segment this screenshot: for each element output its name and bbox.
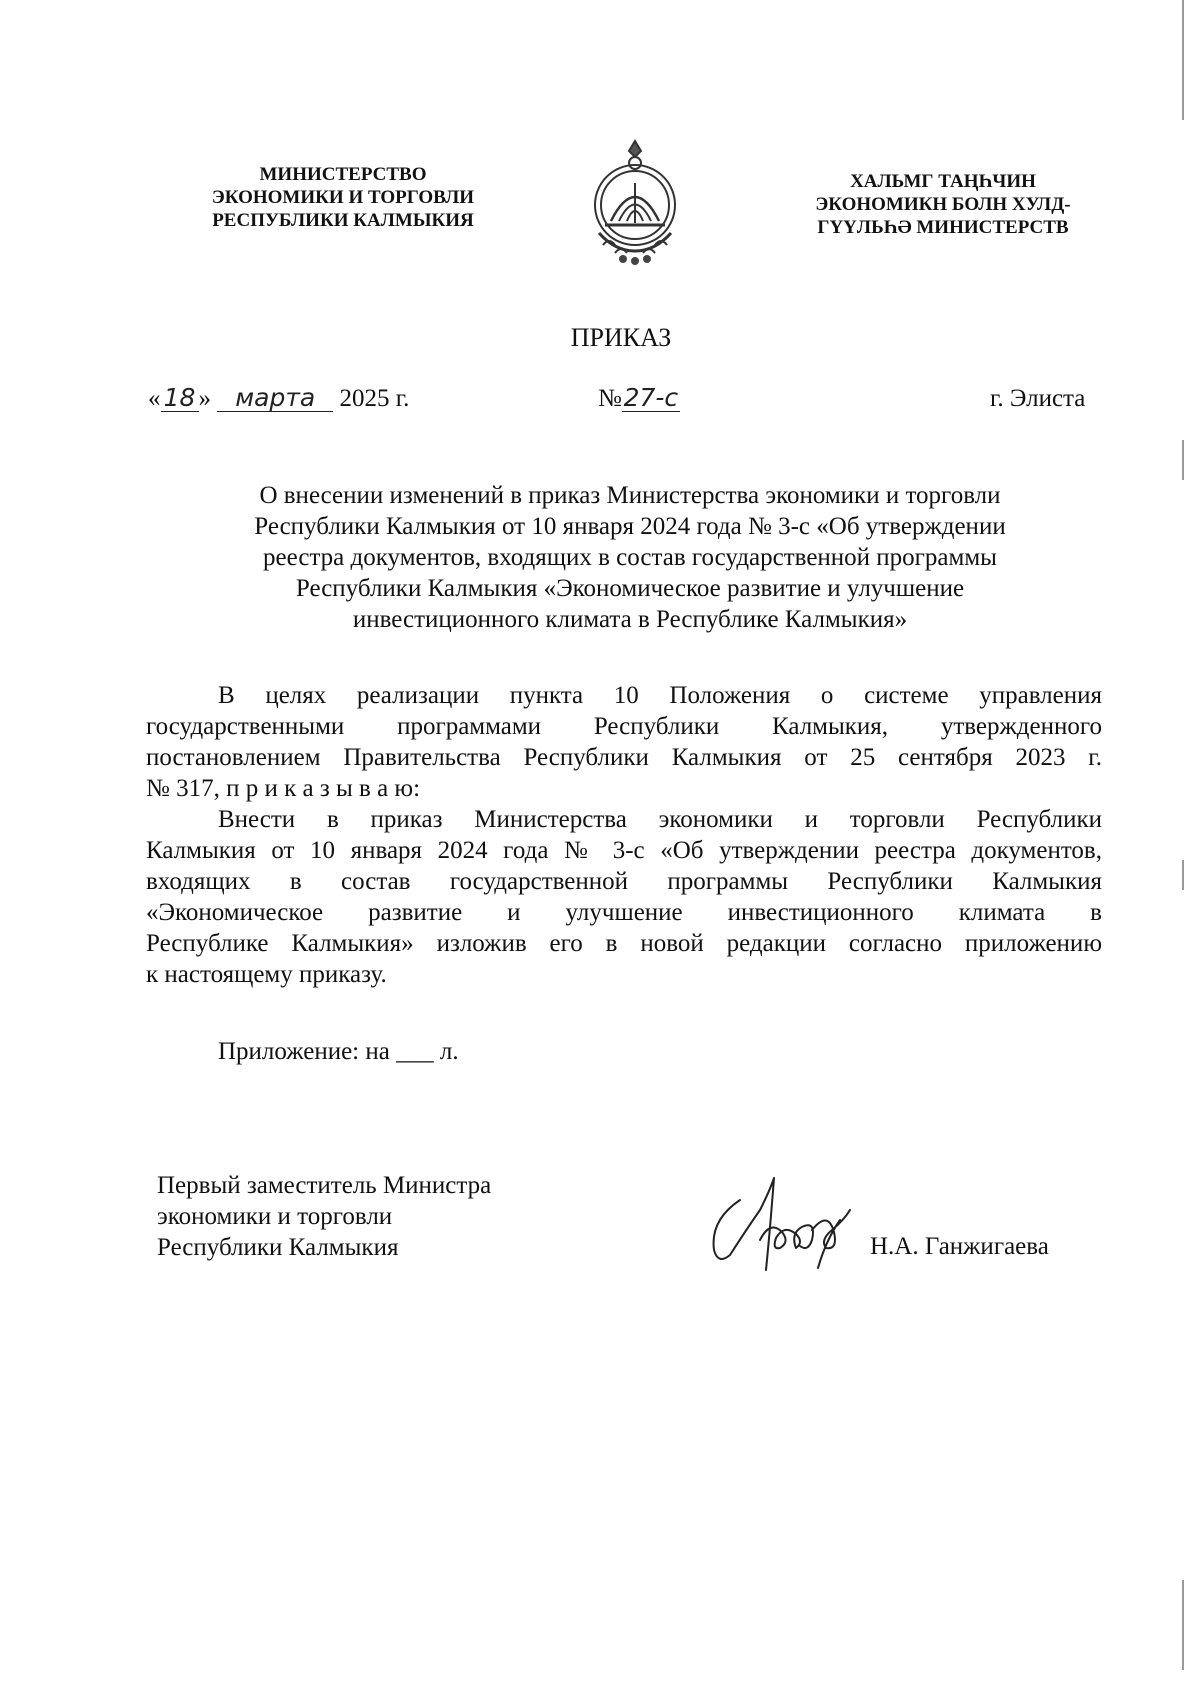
preamble-paragraph: В целях реализации пункта 10 Положения о системе управления государственными программами Республики Калмыкия, утвержденного постановлением Правительства Республики Калмыкия от 25 сентября 2023 г. № 317, п р и к а з ы в а ю:	[146, 682, 1102, 802]
document-date: « 18 » марта 2025 г.	[148, 383, 410, 412]
scan-artifact	[1182, 440, 1184, 480]
signatory-title: Первый заместитель Министра экономики и торговли Республики Калмыкия	[157, 1172, 492, 1261]
ministry-name-kalmyk: ХАЛЬМГ ТАҢҺЧИН ЭКОНОМИКН БОЛН ХУЛД- ГҮҮЛЬҺӘ МИНИСТЕРСТВ	[815, 171, 1071, 238]
document-number: №27-с	[598, 383, 679, 412]
kalmykia-emblem-icon	[585, 133, 685, 273]
order-paragraph: Внести в приказ Министерства экономики и торговли Республики Калмыкия от 10 января 2024 года № 3-с «Об утверждении реестра документов, входящих в состав государственной программы Республики Калмыкия «Экономическое развитие и улучшение инвестиционного климата в Республике Калмыкия» изложив его в новой редакции согласно приложению к настоящему приказу.	[146, 806, 1102, 988]
date-day: 18	[161, 385, 199, 412]
document-type-title: ПРИКАЗ	[570, 323, 672, 352]
document-number-value: 27-с	[623, 383, 679, 412]
signatory-name: Н.А. Ганжигаева	[870, 1233, 1049, 1260]
ministry-name-ru: МИНИСТЕРСТВО ЭКОНОМИКИ И ТОРГОВЛИ РЕСПУБЛИКИ КАЛМЫКИЯ	[211, 164, 475, 231]
date-year: 2025 г.	[339, 385, 410, 412]
date-month: марта	[217, 385, 333, 412]
document-subject: О внесении изменений в приказ Министерства экономики и торговли Республики Калмыкия от 10 января 2024 года № 3-с «Об утверждении реестра документов, входящих в состав государственной программы Республики Калмыкия «Экономическое развитие и улучшение инвестиционного климата в Республике Калмыкия»	[254, 482, 1006, 633]
scan-artifact	[1182, 860, 1184, 890]
attachment-note: Приложение: на ___ л.	[218, 1038, 459, 1065]
scan-artifact	[1182, 1580, 1184, 1670]
document-city: г. Элиста	[990, 385, 1086, 412]
handwritten-signature	[700, 1170, 860, 1285]
scan-artifact	[1182, 0, 1184, 120]
